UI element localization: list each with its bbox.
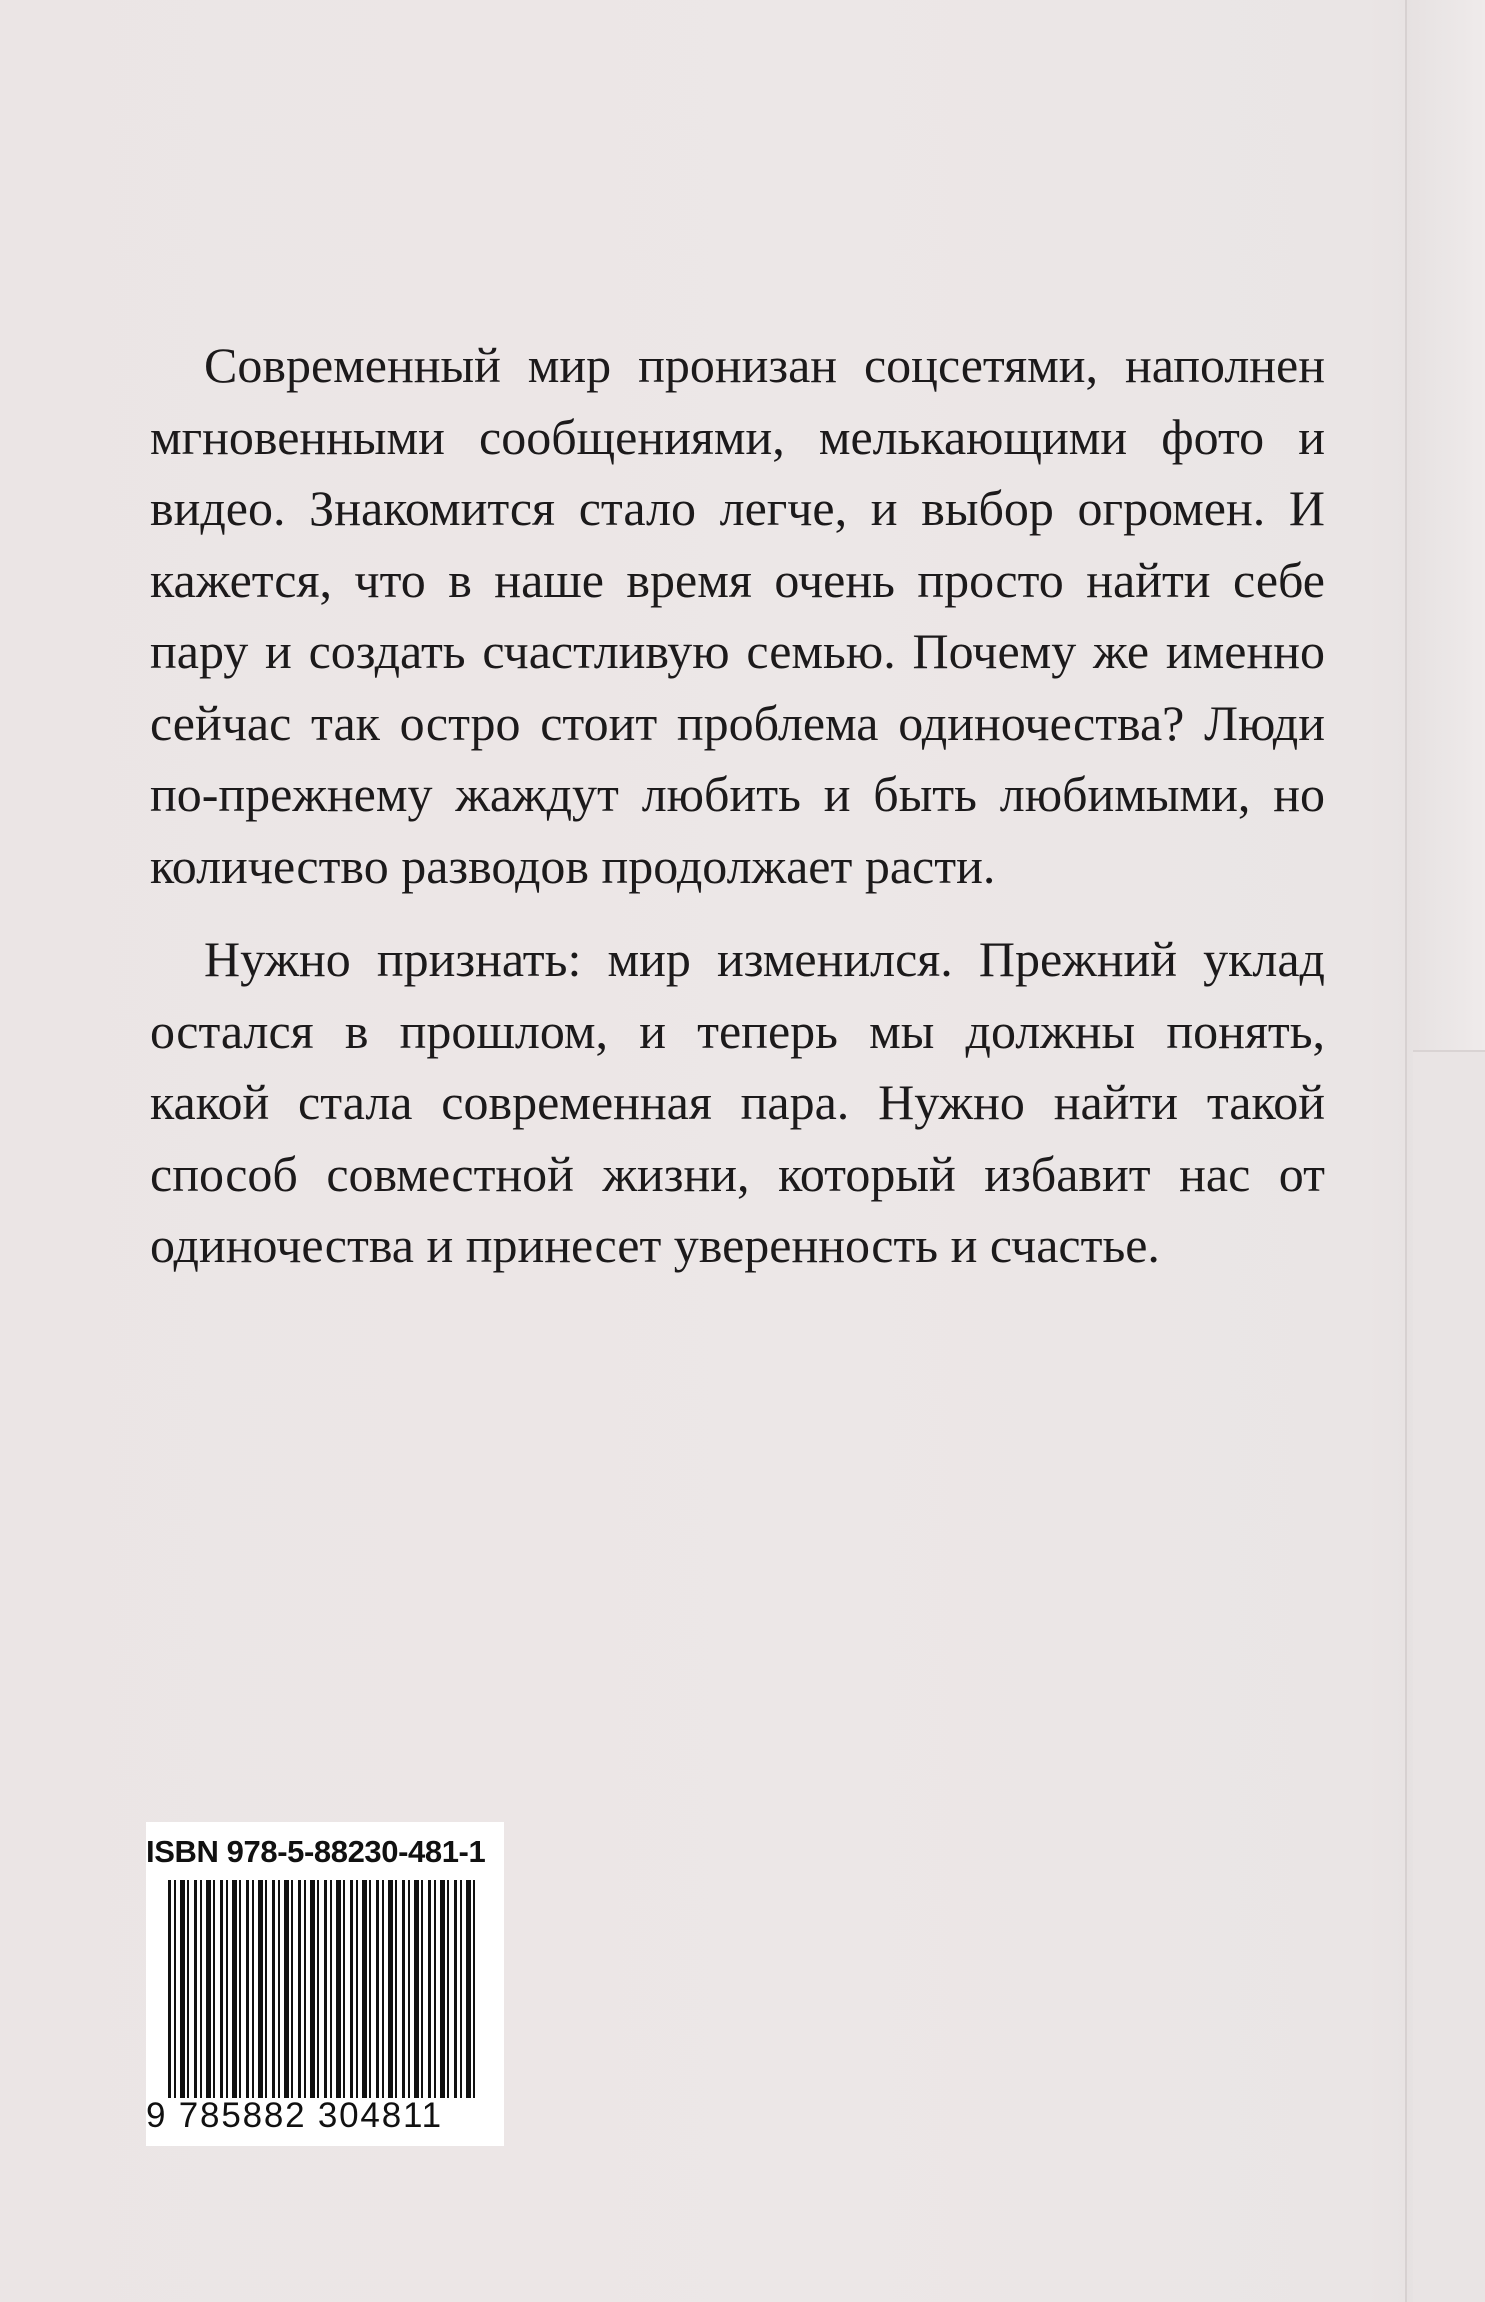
barcode-digits: 9 785882 304811	[146, 2096, 443, 2135]
cover-edge-notch	[1413, 1050, 1485, 2302]
blurb-paragraph-1: Современный мир пронизан соцсетями, наполнен мгновенными сообщениями, мелькающими фото и видео. Знакомится стало легче, и выбор огромен. И кажется, что в наше время очень просто найти себе пару и создать счастливую семью. Почему же именно сейчас так остро стоит проблема одиночества? Люди по-прежнему жаждут любить и быть любимыми, но количество разводов продолжает расти.	[150, 337, 1325, 894]
blurb-paragraph-2: Нужно признать: мир изменился. Прежний уклад остался в прошлом, и теперь мы должны понять, какой стала современная пара. Нужно найти такой способ совместной жизни, который избавит нас от одиночества и принесет уверенность и счастье.	[150, 931, 1325, 1273]
isbn-barcode-block	[146, 1822, 504, 2146]
barcode-icon	[168, 1880, 478, 2098]
blurb	[150, 330, 1325, 1304]
isbn-label: ISBN 978-5-88230-481-1	[146, 1834, 486, 1869]
